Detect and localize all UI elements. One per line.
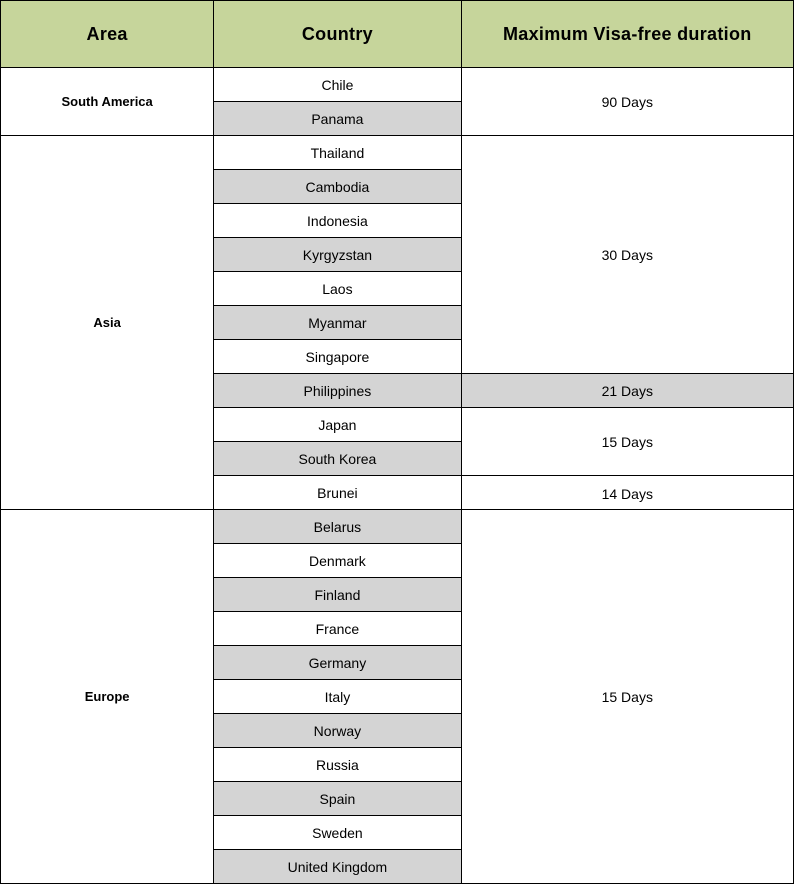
country-cell-italy: Italy xyxy=(214,680,461,714)
country-cell-united-kingdom: United Kingdom xyxy=(214,850,461,884)
area-cell-europe: Europe xyxy=(1,510,214,884)
country-cell-singapore: Singapore xyxy=(214,340,461,374)
table-row xyxy=(1,68,794,102)
column-header-duration: Maximum Visa-free duration xyxy=(461,1,793,68)
country-cell-russia: Russia xyxy=(214,748,461,782)
country-cell-belarus: Belarus xyxy=(214,510,461,544)
column-header-area: Area xyxy=(1,1,214,68)
table-header-row xyxy=(1,1,794,68)
country-cell-japan: Japan xyxy=(214,408,461,442)
country-cell-philippines: Philippines xyxy=(214,374,461,408)
country-cell-sweden: Sweden xyxy=(214,816,461,850)
country-cell-indonesia: Indonesia xyxy=(214,204,461,238)
area-cell-asia: Asia xyxy=(1,136,214,510)
duration-cell-15-days-asia: 15 Days xyxy=(461,408,793,476)
duration-cell-90-days: 90 Days xyxy=(461,68,793,136)
duration-cell-21-days: 21 Days xyxy=(461,374,793,408)
country-cell-finland: Finland xyxy=(214,578,461,612)
country-cell-myanmar: Myanmar xyxy=(214,306,461,340)
country-cell-chile: Chile xyxy=(214,68,461,102)
duration-cell-14-days: 14 Days xyxy=(461,476,793,510)
country-cell-brunei: Brunei xyxy=(214,476,461,510)
column-header-country: Country xyxy=(214,1,461,68)
country-cell-kyrgyzstan: Kyrgyzstan xyxy=(214,238,461,272)
country-cell-spain: Spain xyxy=(214,782,461,816)
country-cell-cambodia: Cambodia xyxy=(214,170,461,204)
country-cell-laos: Laos xyxy=(214,272,461,306)
country-cell-france: France xyxy=(214,612,461,646)
country-cell-denmark: Denmark xyxy=(214,544,461,578)
country-cell-south-korea: South Korea xyxy=(214,442,461,476)
duration-cell-30-days: 30 Days xyxy=(461,136,793,374)
country-cell-norway: Norway xyxy=(214,714,461,748)
duration-cell-15-days-europe: 15 Days xyxy=(461,510,793,884)
table-row xyxy=(1,510,794,544)
area-cell-south-america: South America xyxy=(1,68,214,136)
table-row xyxy=(1,136,794,170)
country-cell-germany: Germany xyxy=(214,646,461,680)
country-cell-thailand: Thailand xyxy=(214,136,461,170)
country-cell-panama: Panama xyxy=(214,102,461,136)
